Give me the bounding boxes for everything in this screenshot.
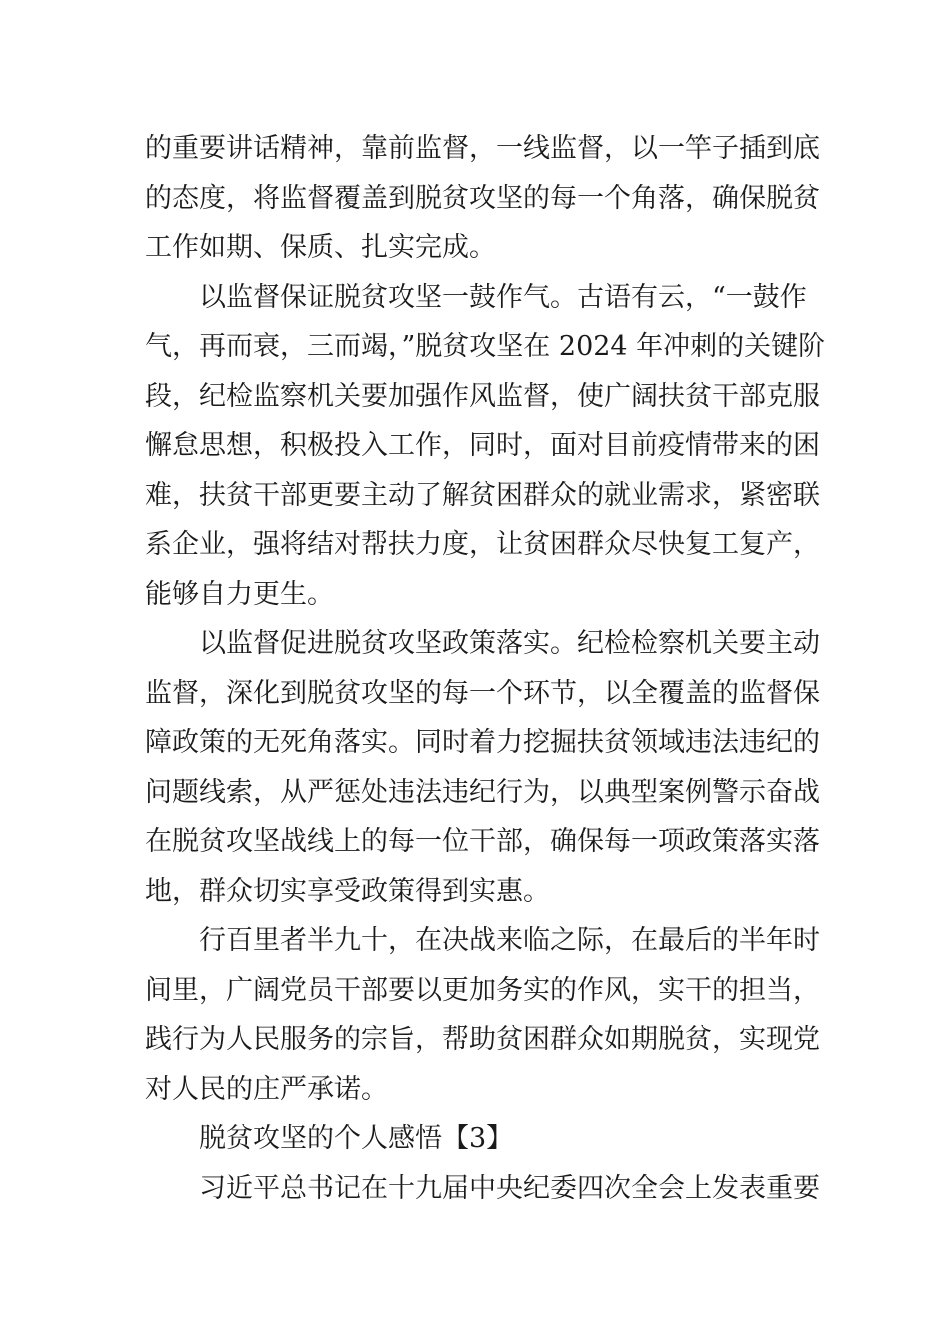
text-line: 监督，深化到脱贫攻坚的每一个环节，以全覆盖的监督保 — [145, 677, 820, 709]
text-line: 气，再而衰，三而竭，”脱贫攻坚在 2024 年冲刺的关键阶 — [145, 331, 826, 362]
text-line: 对人民的庄严承诺。 — [145, 1073, 388, 1105]
text-line: 以监督保证脱贫攻坚一鼓作气。古语有云，“一鼓作 — [199, 281, 807, 313]
text-line: 在脱贫攻坚战线上的每一位干部，确保每一项政策落实落 — [145, 826, 820, 857]
text-line: 的态度，将监督覆盖到脱贫攻坚的每一个角落，确保脱贫 — [145, 182, 820, 214]
text-line: 问题线索，从严惩处违法违纪行为，以典型案例警示奋战 — [145, 776, 820, 808]
text-line: 难，扶贫干部更要主动了解贫困群众的就业需求，紧密联 — [145, 479, 820, 511]
text-line: 系企业，强将结对帮扶力度，让贫困群众尽快复工复产， — [145, 529, 820, 560]
document-body — [145, 124, 826, 1213]
text-line: 障政策的无死角落实。同时着力挖掘扶贫领域违法违纪的 — [145, 727, 820, 758]
text-line: 行百里者半九十，在决战来临之际，在最后的半年时 — [199, 925, 820, 956]
text-line: 间里，广阔党员干部要以更加务实的作风，实干的担当， — [145, 974, 820, 1006]
text-line: 习近平总书记在十九届中央纪委四次全会上发表重要 — [199, 1172, 820, 1204]
text-line: 以监督促进脱贫攻坚政策落实。纪检检察机关要主动 — [199, 628, 820, 659]
text-line: 工作如期、保质、扎实完成。 — [145, 232, 496, 263]
text-line: 懈怠思想，积极投入工作，同时，面对目前疫情带来的困 — [145, 430, 820, 461]
text-line: 践行为人民服务的宗旨，帮助贫困群众如期脱贫，实现党 — [145, 1024, 820, 1055]
text-line: 的重要讲话精神，靠前监督，一线监督，以一竿子插到底 — [145, 133, 820, 164]
text-line: 地，群众切实享受政策得到实惠。 — [145, 875, 550, 907]
text-line: 脱贫攻坚的个人感悟【3】 — [199, 1123, 514, 1154]
text-line: 段，纪检监察机关要加强作风监督，使广阔扶贫干部克服 — [145, 380, 820, 412]
text-line: 能够自力更生。 — [145, 578, 334, 610]
